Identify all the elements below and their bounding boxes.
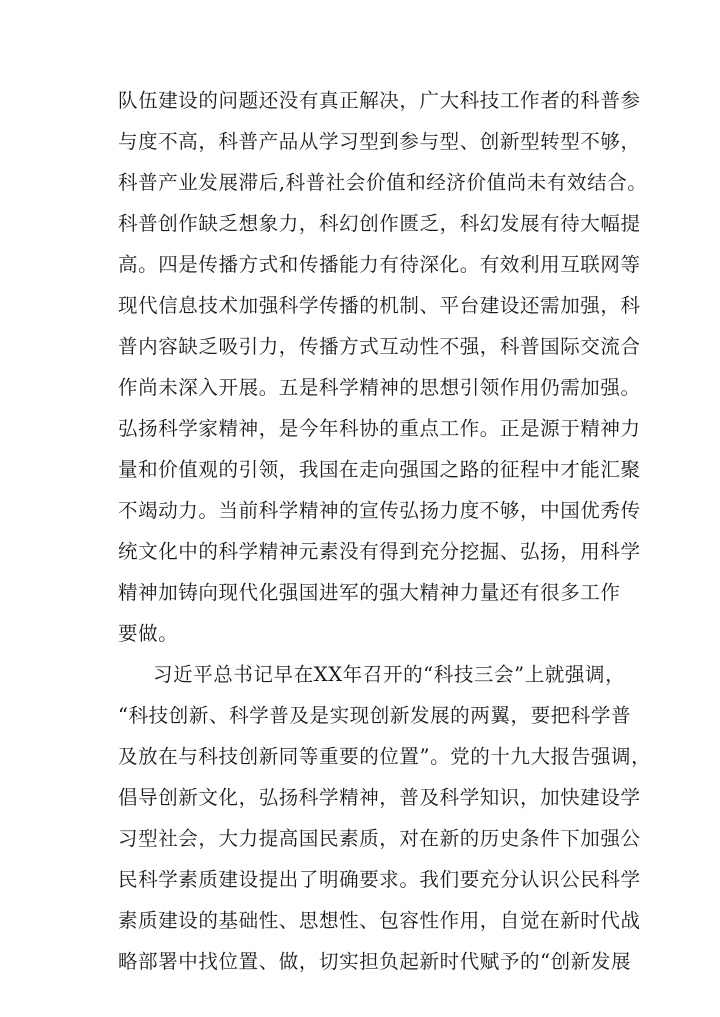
text-line: 不竭动力。当前科学精神的宣传弘扬力度不够，中国优秀传 <box>118 499 641 522</box>
text-line: 科普创作缺乏想象力，科幻创作匮乏，科幻发展有待大幅提 <box>118 212 641 235</box>
text-line: 及放在与科技创新同等重要的位置”。党的十九大报告强调， <box>118 745 652 768</box>
text-line: 科普产业发展滞后,科普社会价值和经济价值尚未有效结合。 <box>118 171 648 194</box>
text-line: 习型社会，大力提高国民素质，对在新的历史条件下加强公 <box>118 827 641 850</box>
text-line: 弘扬科学家精神，是今年科协的重点工作。正是源于精神力 <box>118 417 641 440</box>
text-line: 作尚未深入开展。五是科学精神的思想引领作用仍需加强。 <box>118 376 641 399</box>
text-line: 素质建设的基础性、思想性、包容性作用，自觉在新时代战 <box>118 909 641 932</box>
text-line: 略部署中找位置、做，切实担负起新时代赋予的“创新发展 <box>118 950 632 973</box>
text-line: 现代信息技术加强科学传播的机制、平台建设还需加强，科 <box>118 294 641 317</box>
text-line: “科技创新、科学普及是实现创新发展的两翼，要把科学普 <box>118 704 632 727</box>
text-line: 统文化中的科学精神元素没有得到充分挖掘、弘扬，用科学 <box>118 540 641 563</box>
text-line: 倡导创新文化，弘扬科学精神，普及科学知识，加快建设学 <box>118 786 641 809</box>
text-line: 要做。 <box>118 622 179 645</box>
text-line: 民科学素质建设提出了明确要求。我们要充分认识公民科学 <box>118 868 641 891</box>
text-line: 与度不高，科普产品从学习型到参与型、创新型转型不够， <box>118 130 641 153</box>
text-line: 量和价值观的引领，我国在走向强国之路的征程中才能汇聚 <box>118 458 641 481</box>
text-line: 高。四是传播方式和传播能力有待深化。有效利用互联网等 <box>118 253 641 276</box>
text-line: 习近平总书记早在XX年召开的“科技三会”上就强调， <box>153 663 626 686</box>
text-line: 普内容缺乏吸引力，传播方式互动性不强，科普国际交流合 <box>118 335 641 358</box>
text-line: 队伍建设的问题还没有真正解决，广大科技工作者的科普参 <box>118 89 641 112</box>
text-line: 精神加铸向现代化强国进军的强大精神力量还有很多工作 <box>118 581 621 604</box>
